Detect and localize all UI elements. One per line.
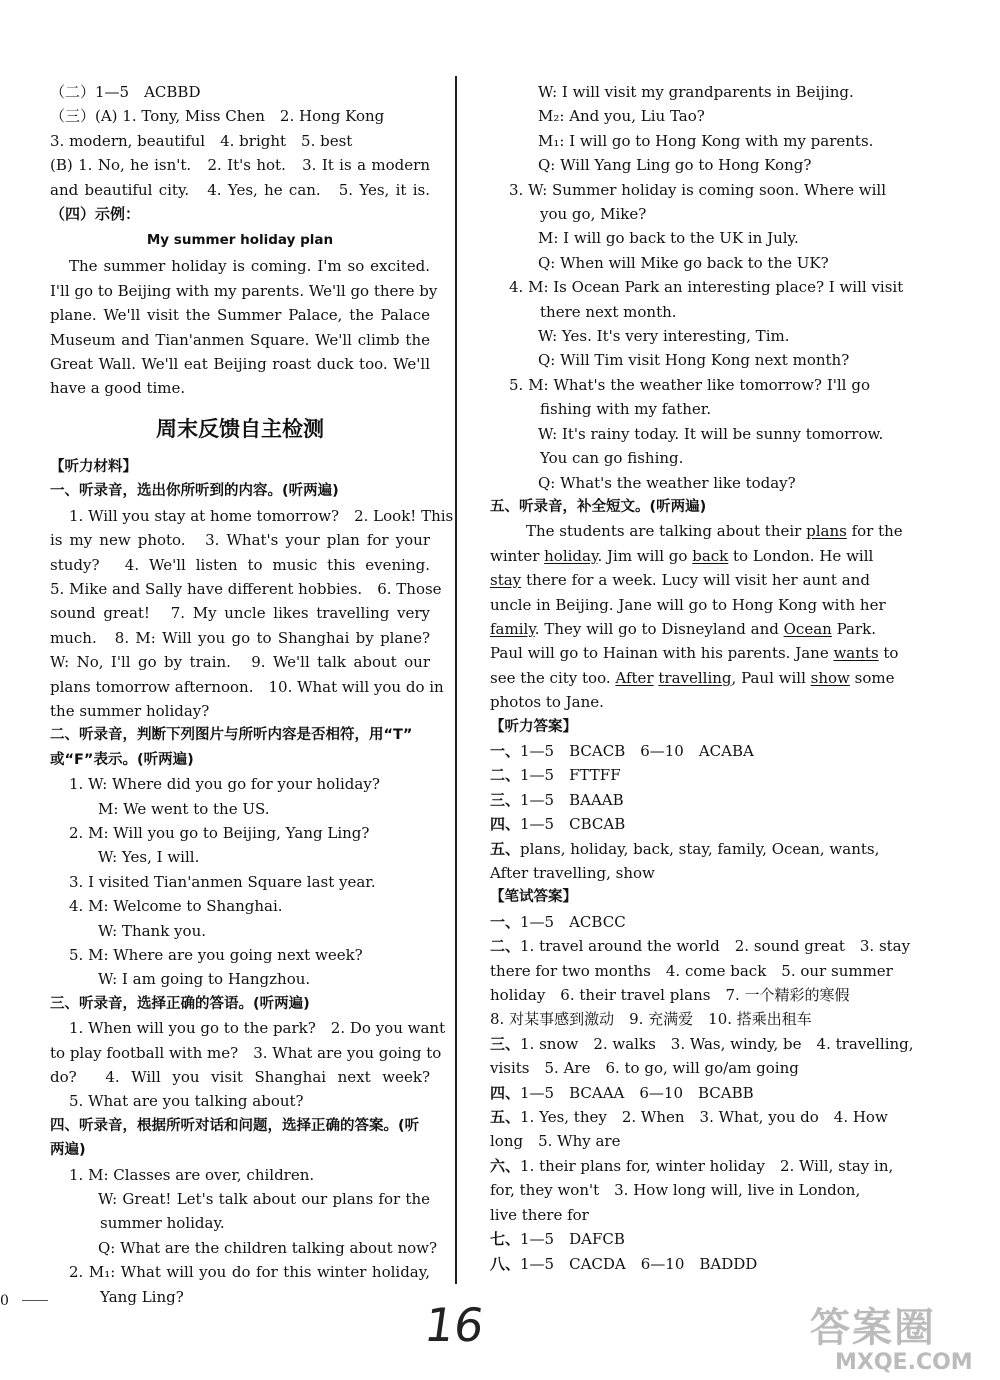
answer-text: 1—5 CBCAB	[520, 815, 626, 834]
answer-number: 二、	[490, 766, 521, 785]
text-line: (B) 1. No, he isn't. 2. It's hot. 3. It is a modern	[50, 156, 430, 175]
answer-cont: for, they won't 3. How long will, live in London,	[490, 1181, 861, 1200]
text-line: （二）1—5 ACBBD	[50, 83, 201, 101]
text-line: the summer holiday?	[50, 701, 210, 720]
answer-number: 三、	[490, 1034, 521, 1053]
answer-row	[490, 1032, 914, 1056]
text-line: 4. M: Is Ocean Park an interesting place? I will visit	[509, 278, 904, 297]
text-line: （四）示例：	[50, 205, 141, 224]
text-line: fishing with my father.	[540, 400, 712, 419]
text-line: 3. modern, beautiful 4. bright 5. best	[50, 131, 353, 150]
text-line: W: Great! Let's talk about our plans for the	[98, 1190, 430, 1209]
answer-number: 六、	[490, 1156, 521, 1175]
text-line: M: I will go back to the UK in July.	[538, 229, 799, 248]
answer-row	[490, 934, 911, 958]
passage-line: winter holiday. Jim will go back to London. He will	[490, 546, 874, 565]
text-line: W: I am going to Hangzhou.	[98, 970, 311, 989]
answer-text: 1—5 CACDA 6—10 BADDD	[520, 1254, 758, 1273]
text-line: W: Yes, I will.	[98, 848, 200, 867]
listening-answers-label: 【听力答案】	[490, 718, 577, 735]
text-line: 5. M: Where are you going next week?	[69, 946, 363, 964]
passage-line: photos to Jane.	[490, 693, 604, 712]
text-line: and beautiful city. 4. Yes, he can. 5. Yes, it is.	[50, 180, 430, 199]
answer-cont: there for two months 4. come back 5. our summer	[490, 961, 893, 980]
text-line: W: I will visit my grandparents in Beijing.	[538, 83, 854, 101]
watermark-logo	[810, 1306, 990, 1378]
answer-number: 一、	[490, 912, 521, 931]
text-line: is my new photo. 3. What's your plan for your	[50, 531, 430, 550]
section-heading: 四、听录音，根据所听对话和问题，选择正确的答案。(听	[50, 1117, 420, 1134]
text-line: 5. M: What's the weather like tomorrow? I'll go	[509, 375, 870, 394]
answer-text: 1—5 FTTFF	[520, 766, 621, 785]
answer-row	[490, 1105, 888, 1129]
text-line: sound great! 7. My uncle likes travelling very	[50, 604, 430, 623]
passage-line: Paul will go to Hainan with his parents. Jane wants to	[490, 644, 899, 663]
answer-row	[490, 837, 880, 861]
text-line: Q: When will Mike go back to the UK?	[538, 253, 829, 272]
handwritten-page-number: 16	[421, 1298, 488, 1352]
answer-row	[490, 1154, 894, 1178]
written-answers-label: 【笔试答案】	[490, 889, 577, 906]
corner-dash	[22, 1300, 48, 1301]
corner-mark: 0	[0, 1293, 9, 1309]
text-line: You can go fishing.	[540, 449, 684, 468]
answer-row	[490, 763, 870, 787]
text-line: Q: Will Tim visit Hong Kong next month?	[538, 351, 850, 370]
section-heading: 三、听录音，选择正确的答语。(听两遍)	[50, 995, 310, 1012]
answer-row	[490, 1081, 870, 1105]
listening-label: 【听力材料】	[50, 458, 137, 475]
answer-number: 三、	[490, 790, 521, 809]
text-line: W: No, I'll go by train. 9. We'll talk about our	[50, 653, 430, 672]
answer-cont: long 5. Why are	[490, 1132, 621, 1151]
answer-number: 七、	[490, 1230, 521, 1249]
answer-text: 1—5 DAFCB	[520, 1230, 625, 1249]
text-line: 5. What are you talking about?	[69, 1092, 304, 1111]
answer-text: 1. travel around the world 2. sound great 3. stay	[520, 937, 911, 956]
text-line: 1. When will you go to the park? 2. Do you want	[69, 1019, 446, 1038]
section-heading-cont: 两遍)	[50, 1142, 86, 1159]
passage-line: stay there for a week. Lucy will visit her aunt and	[490, 571, 870, 590]
text-line: 1. M: Classes are over, children.	[69, 1165, 315, 1184]
text-line: do? 4. Will you visit Shanghai next week?	[50, 1068, 430, 1087]
answer-text: plans, holiday, back, stay, family, Ocean, wants,	[520, 839, 880, 858]
text-line: plans tomorrow afternoon. 10. What will you do in	[50, 677, 444, 696]
answer-cont: holiday 6. their travel plans 7. 一个精彩的寒假	[490, 986, 850, 1005]
essay-line: Great Wall. We'll eat Beijing roast duck too. We'll	[50, 355, 430, 374]
answer-text: 1. snow 2. walks 3. Was, windy, be 4. travelling,	[520, 1034, 914, 1053]
text-line: Yang Ling?	[100, 1287, 184, 1306]
essay-line: I'll go to Beijing with my parents. We'll go there by	[50, 281, 438, 300]
passage-line: see the city too. After travelling, Paul will show some	[490, 668, 895, 687]
answer-cont: live there for	[490, 1205, 589, 1224]
answer-row	[490, 788, 870, 812]
text-line: M₂: And you, Liu Tao?	[538, 107, 705, 126]
text-line: Q: Will Yang Ling go to Hong Kong?	[538, 156, 812, 175]
text-line: Q: What are the children talking about now?	[98, 1238, 438, 1257]
answer-text: 1—5 BCACB 6—10 ACABA	[520, 741, 754, 760]
answer-number: 一、	[490, 741, 521, 760]
text-line: W: Yes. It's very interesting, Tim.	[538, 327, 790, 346]
answer-text: 1. their plans for, winter holiday 2. Will, stay in,	[520, 1156, 894, 1175]
answer-number: 四、	[490, 815, 521, 834]
answer-number: 八、	[490, 1254, 521, 1273]
passage-line: family. They will go to Disneyland and Ocean Park.	[490, 619, 876, 638]
text-line: study? 4. We'll listen to music this evening.	[50, 555, 430, 574]
text-line: M: We went to the US.	[98, 799, 270, 818]
text-line: summer holiday.	[100, 1214, 225, 1233]
answer-row	[490, 1252, 870, 1276]
section-heading: 二、听录音，判断下列图片与所听内容是否相符，用“T”	[50, 727, 413, 744]
answer-cont: 8. 对某事感到激动 9. 充满爱 10. 搭乘出租车	[490, 1010, 812, 1029]
answer-row	[490, 1227, 870, 1251]
left-column	[50, 80, 454, 1309]
text-line: you go, Mike?	[540, 205, 647, 224]
answer-number: 四、	[490, 1083, 521, 1102]
answer-text: 1—5 BAAAB	[520, 790, 624, 809]
column-divider	[455, 76, 457, 1284]
answer-text: 1—5 BCAAA 6—10 BCABB	[520, 1083, 754, 1102]
answer-cont: After travelling, show	[490, 864, 655, 882]
section-title: 周末反馈自主检测	[156, 416, 324, 441]
answer-number: 五、	[490, 1108, 521, 1127]
section-heading-cont: 或“F”表示。(听两遍)	[50, 751, 194, 768]
essay-title: My summer holiday plan	[146, 232, 334, 249]
text-line: W: It's rainy today. It will be sunny tomorrow.	[538, 424, 884, 443]
watermark-text: 答案圈	[810, 1305, 936, 1351]
text-line: Q: What's the weather like today?	[538, 473, 796, 492]
text-line: 3. I visited Tian'anmen Square last year.	[69, 872, 376, 891]
essay-line: plane. We'll visit the Summer Palace, the Palace	[50, 306, 430, 325]
text-line: 2. M₁: What will you do for this winter holiday,	[69, 1263, 430, 1282]
essay-line: have a good time.	[50, 379, 186, 398]
text-line: 4. M: Welcome to Shanghai.	[69, 897, 283, 916]
text-line: to play football with me? 3. What are you going to	[50, 1043, 442, 1062]
text-line: 3. W: Summer holiday is coming soon. Where will	[509, 180, 886, 199]
section-heading: 五、听录音，补全短文。(听两遍)	[490, 498, 707, 515]
text-line: 1. Will you stay at home tomorrow? 2. Look! This	[69, 506, 454, 525]
section-heading: 一、听录音，选出你所听到的内容。(听两遍)	[50, 483, 339, 500]
answer-row	[490, 812, 870, 836]
text-line: much. 8. M: Will you go to Shanghai by plane?	[50, 628, 430, 647]
text-line: 5. Mike and Sally have different hobbies. 6. Those	[50, 579, 442, 598]
text-line: there next month.	[540, 302, 677, 321]
essay-line: The summer holiday is coming. I'm so excited.	[69, 257, 430, 276]
text-line: 2. M: Will you go to Beijing, Yang Ling?	[69, 823, 370, 842]
answer-cont: visits 5. Are 6. to go, will go/am going	[490, 1059, 799, 1078]
text-line: （三）(A) 1. Tony, Miss Chen 2. Hong Kong	[50, 107, 385, 126]
right-column	[490, 80, 914, 1276]
watermark-url: MXQE.COM	[835, 1350, 973, 1375]
passage-line: The students are talking about their plans for the	[526, 522, 903, 541]
text-line: 1. W: Where did you go for your holiday?	[69, 775, 380, 794]
answer-number: 二、	[490, 937, 521, 956]
text-line: M₁: I will go to Hong Kong with my parents.	[538, 131, 874, 150]
answer-number: 五、	[490, 839, 521, 858]
text-line: W: Thank you.	[98, 921, 206, 940]
passage-line: uncle in Beijing. Jane will go to Hong Kong with her	[490, 595, 886, 614]
answer-text: 1—5 ACBCC	[520, 912, 626, 931]
answer-text: 1. Yes, they 2. When 3. What, you do 4. How	[520, 1108, 888, 1127]
answer-row	[490, 739, 870, 763]
essay-line: Museum and Tian'anmen Square. We'll climb the	[50, 330, 430, 349]
answer-row	[490, 910, 870, 934]
